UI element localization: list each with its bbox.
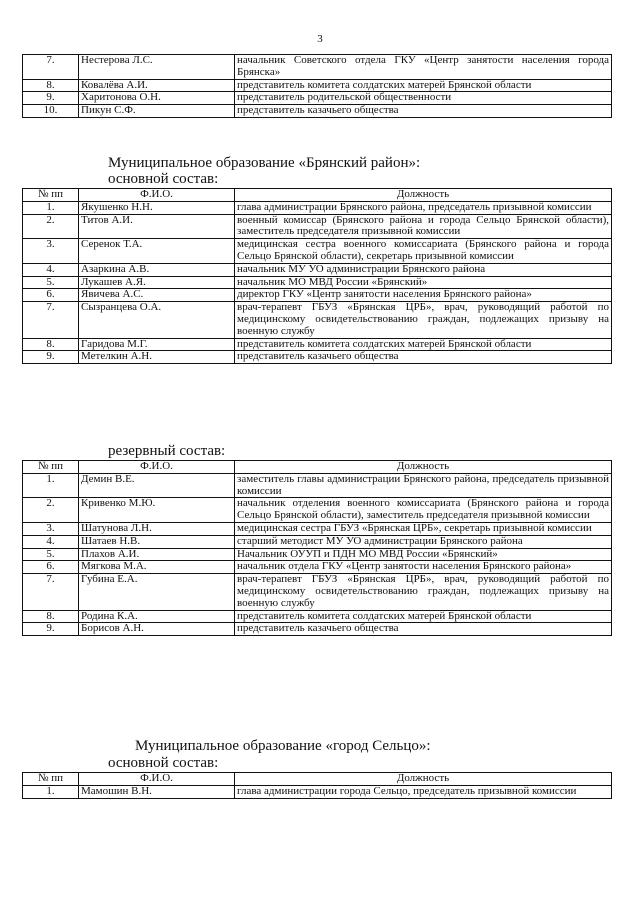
table-header-row bbox=[23, 189, 612, 202]
member-name: Родина К.А. bbox=[79, 610, 235, 623]
member-position: представитель комитета солдатских матерей Брянской области bbox=[235, 338, 612, 351]
row-number: 8. bbox=[23, 338, 79, 351]
column-header-num: № пп bbox=[23, 461, 79, 474]
table-row bbox=[23, 623, 612, 636]
table-row bbox=[23, 522, 612, 535]
row-number: 6. bbox=[23, 561, 79, 574]
table-body bbox=[23, 785, 612, 798]
members-table-continued bbox=[22, 54, 612, 118]
member-position: Начальник ОУУП и ПДН МО МВД России «Брянский» bbox=[235, 548, 612, 561]
member-name: Титов А.И. bbox=[79, 214, 235, 239]
member-position: представитель комитета солдатских матерей Брянской области bbox=[235, 610, 612, 623]
table-row bbox=[23, 561, 612, 574]
table-row bbox=[23, 338, 612, 351]
table-row bbox=[23, 263, 612, 276]
row-number: 7. bbox=[23, 574, 79, 610]
table-row bbox=[23, 92, 612, 105]
member-name: Якушенко Н.Н. bbox=[79, 201, 235, 214]
table-row bbox=[23, 79, 612, 92]
table-row bbox=[23, 302, 612, 338]
column-header-position: Должность bbox=[235, 461, 612, 474]
member-position: глава администрации Брянского района, председатель призывной комиссии bbox=[235, 201, 612, 214]
member-name: Азаркина А.В. bbox=[79, 263, 235, 276]
column-header-name: Ф.И.О. bbox=[79, 189, 235, 202]
row-number: 5. bbox=[23, 548, 79, 561]
table-row bbox=[23, 610, 612, 623]
column-header-num: № пп bbox=[23, 773, 79, 786]
member-position: начальник МО МВД России «Брянский» bbox=[235, 276, 612, 289]
row-number: 8. bbox=[23, 610, 79, 623]
member-position: начальник МУ УО администрации Брянского района bbox=[235, 263, 612, 276]
row-number: 1. bbox=[23, 785, 79, 798]
table-header-row bbox=[23, 461, 612, 474]
row-number: 5. bbox=[23, 276, 79, 289]
member-name: Харитонова О.Н. bbox=[79, 92, 235, 105]
section-heading-bryansk-rayon: Муниципальное образование «Брянский район»: bbox=[108, 155, 421, 171]
section-heading-seltso: Муниципальное образование «город Сельцо»: bbox=[135, 738, 431, 754]
row-number: 4. bbox=[23, 263, 79, 276]
member-position: представитель родительской общественности bbox=[235, 92, 612, 105]
table-row bbox=[23, 535, 612, 548]
member-name: Мамошин В.Н. bbox=[79, 785, 235, 798]
member-name: Кривенко М.Ю. bbox=[79, 498, 235, 523]
table-body bbox=[23, 473, 612, 635]
member-name: Борисов А.Н. bbox=[79, 623, 235, 636]
member-position: начальник Советского отдела ГКУ «Центр занятости населения города Брянска» bbox=[235, 55, 612, 80]
member-name: Лукашев А.Я. bbox=[79, 276, 235, 289]
row-number: 9. bbox=[23, 351, 79, 364]
table-row bbox=[23, 239, 612, 264]
member-position: представитель казачьего общества bbox=[235, 351, 612, 364]
row-number: 9. bbox=[23, 623, 79, 636]
member-name: Нестерова Л.С. bbox=[79, 55, 235, 80]
members-table-bryansk-rayon bbox=[22, 188, 612, 364]
member-name: Ковалёва А.И. bbox=[79, 79, 235, 92]
member-position: заместитель главы администрации Брянского района, председатель призывной комиссии bbox=[235, 473, 612, 498]
member-position: начальник отдела ГКУ «Центр занятости населения Брянского района» bbox=[235, 561, 612, 574]
member-name: Сызранцева О.А. bbox=[79, 302, 235, 338]
member-position: представитель комитета солдатских матерей Брянской области bbox=[235, 79, 612, 92]
row-number: 6. bbox=[23, 289, 79, 302]
column-header-name: Ф.И.О. bbox=[79, 773, 235, 786]
table-row bbox=[23, 105, 612, 118]
member-name: Шатаев Н.В. bbox=[79, 535, 235, 548]
table-row bbox=[23, 574, 612, 610]
table-row bbox=[23, 473, 612, 498]
table-row bbox=[23, 201, 612, 214]
subheading-main-composition: основной состав: bbox=[108, 755, 219, 771]
member-position: директор ГКУ «Центр занятости населения Брянского района» bbox=[235, 289, 612, 302]
table-row bbox=[23, 214, 612, 239]
member-name: Губина Е.А. bbox=[79, 574, 235, 610]
column-header-position: Должность bbox=[235, 189, 612, 202]
row-number: 8. bbox=[23, 79, 79, 92]
row-number: 4. bbox=[23, 535, 79, 548]
member-name: Серенок Т.А. bbox=[79, 239, 235, 264]
table-row bbox=[23, 55, 612, 80]
table-row bbox=[23, 498, 612, 523]
table-row bbox=[23, 289, 612, 302]
table-body bbox=[23, 201, 612, 363]
member-name: Мягкова М.А. bbox=[79, 561, 235, 574]
member-name: Явичева А.С. bbox=[79, 289, 235, 302]
row-number: 3. bbox=[23, 522, 79, 535]
member-position: представитель казачьего общества bbox=[235, 623, 612, 636]
column-header-num: № пп bbox=[23, 189, 79, 202]
member-name: Метелкин А.Н. bbox=[79, 351, 235, 364]
row-number: 10. bbox=[23, 105, 79, 118]
table-body bbox=[23, 55, 612, 118]
subheading-reserve-composition: резервный состав: bbox=[108, 443, 226, 459]
member-name: Пикун С.Ф. bbox=[79, 105, 235, 118]
members-table-seltso bbox=[22, 772, 612, 799]
row-number: 3. bbox=[23, 239, 79, 264]
member-name: Гаридова М.Г. bbox=[79, 338, 235, 351]
table-row bbox=[23, 276, 612, 289]
member-name: Плахов А.И. bbox=[79, 548, 235, 561]
table-row bbox=[23, 351, 612, 364]
row-number: 9. bbox=[23, 92, 79, 105]
table-header-row bbox=[23, 773, 612, 786]
member-name: Шатунова Л.Н. bbox=[79, 522, 235, 535]
member-position: врач-терапевт ГБУЗ «Брянская ЦРБ», врач, руководящий работой по медицинскому освидетельствованию граждан, подлежащих призыву на военную службу bbox=[235, 574, 612, 610]
member-position: медицинская сестра ГБУЗ «Брянская ЦРБ», секретарь призывной комиссии bbox=[235, 522, 612, 535]
page-number: 3 bbox=[317, 33, 323, 45]
table-row bbox=[23, 785, 612, 798]
member-position: врач-терапевт ГБУЗ «Брянская ЦРБ», врач, руководящий работой по медицинскому освидетельствованию граждан, подлежащих призыву на военную службу bbox=[235, 302, 612, 338]
member-position: военный комиссар (Брянского района и города Сельцо Брянской области), заместитель председателя призывной комиссии bbox=[235, 214, 612, 239]
member-position: медицинская сестра военного комиссариата (Брянского района и города Сельцо Брянской области), секретарь призывной комиссии bbox=[235, 239, 612, 264]
row-number: 2. bbox=[23, 498, 79, 523]
member-position: старший методист МУ УО администрации Брянского района bbox=[235, 535, 612, 548]
column-header-position: Должность bbox=[235, 773, 612, 786]
member-name: Демин В.Е. bbox=[79, 473, 235, 498]
row-number: 1. bbox=[23, 473, 79, 498]
member-position: начальник отделения военного комиссариата (Брянского района и города Сельцо Брянской области), заместитель председателя призывной комиссии bbox=[235, 498, 612, 523]
row-number: 2. bbox=[23, 214, 79, 239]
column-header-name: Ф.И.О. bbox=[79, 461, 235, 474]
members-table-reserve bbox=[22, 460, 612, 636]
row-number: 1. bbox=[23, 201, 79, 214]
member-position: представитель казачьего общества bbox=[235, 105, 612, 118]
row-number: 7. bbox=[23, 302, 79, 338]
table-row bbox=[23, 548, 612, 561]
subheading-main-composition: основной состав: bbox=[108, 171, 219, 187]
row-number: 7. bbox=[23, 55, 79, 80]
member-position: глава администрации города Сельцо, председатель призывной комиссии bbox=[235, 785, 612, 798]
